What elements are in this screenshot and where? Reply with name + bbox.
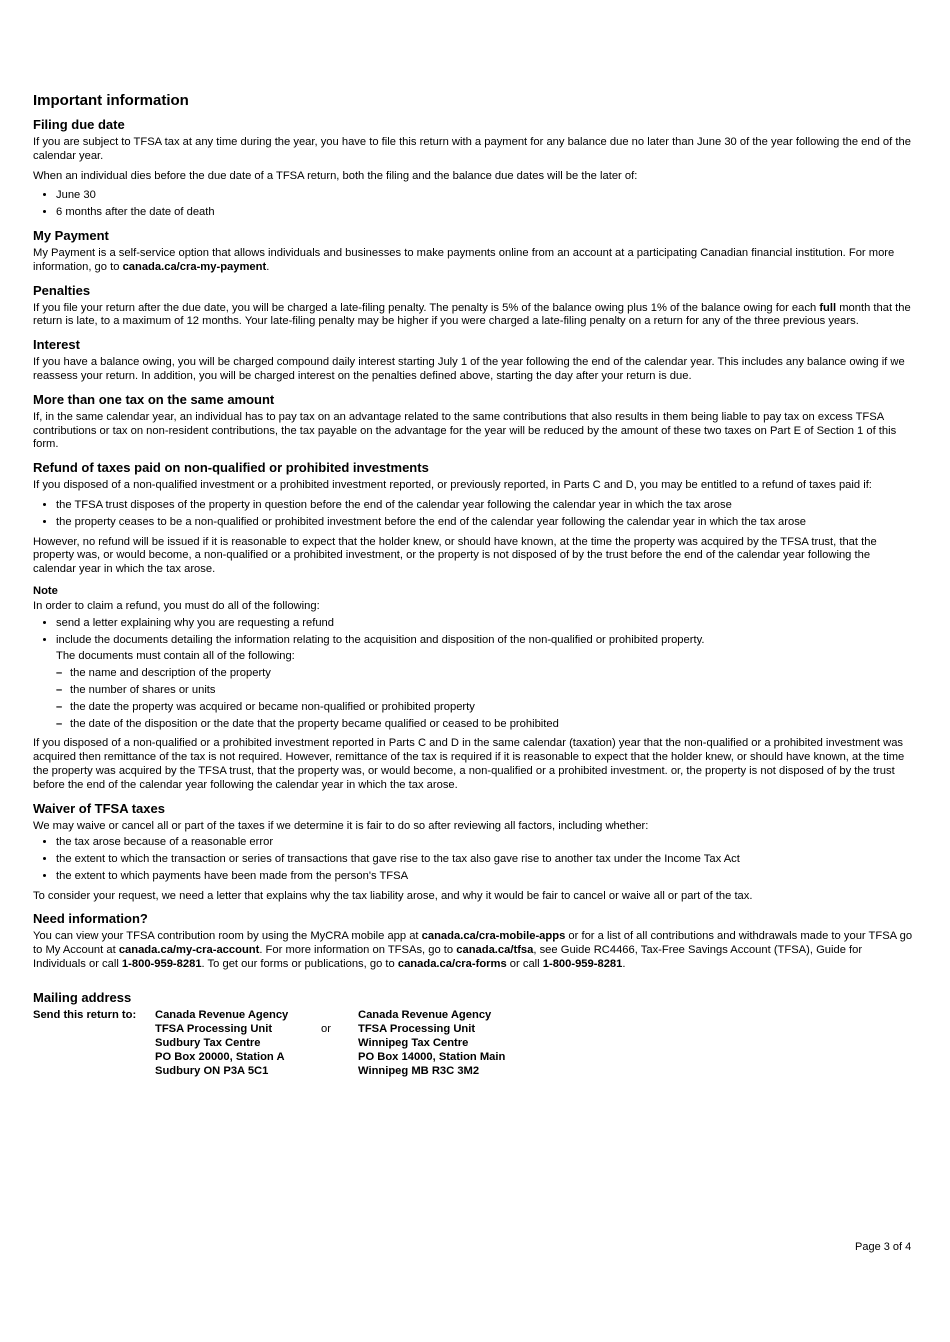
payment-paragraph	[33, 247, 913, 275]
list-item: • the TFSA trust disposes of the property in question before the end of the calendar year following the calendar year in which the tax arose	[56, 499, 913, 513]
address-line: Sudbury Tax Centre	[155, 1036, 261, 1049]
note-intro: In order to claim a refund, you must do all of the following:	[33, 599, 320, 612]
list-item: • 6 months after the date of death	[56, 206, 913, 220]
more-than-one-section	[33, 392, 913, 452]
payment-link[interactable]: canada.ca/cra-my-payment	[122, 260, 267, 273]
list-item: • send a letter explaining why you are requesting a refund	[56, 617, 913, 631]
penalties-text-1: If you file your return after the due date, you will be charged a late-filing penalty. The penalty is 5% of the balance owing plus 1% of the balance owing for each	[33, 301, 820, 314]
mailing-title: Mailing address	[33, 989, 132, 1005]
filing-list	[33, 189, 913, 220]
punctuation: .	[266, 260, 270, 273]
refund-paragraph-2: However, no refund will be issued if it is reasonable to expect that the holder knew, or should have known, at the time the property was acquired by the TFSA trust, that the property was, or would become, a non-qualified or a prohibited investment, or the property is not disposed of by the trust before the end of the calendar year following the calendar year in which the tax arose.	[33, 535, 877, 576]
penalties-title: Penalties	[33, 282, 91, 298]
address-line: PO Box 20000, Station A	[155, 1050, 285, 1063]
refund-paragraph-1: If you disposed of a non-qualified investment or a prohibited investment reported, or previously reported, in Parts C and D, you may be entitled to a refund of taxes paid if:	[33, 479, 872, 492]
interest-section	[33, 337, 913, 384]
list-item: • June 30	[56, 189, 913, 203]
tfsa-link[interactable]: canada.ca/tfsa	[456, 944, 534, 957]
refund-list	[33, 499, 913, 530]
filing-paragraph-2: When an individual dies before the due date of a TFSA return, both the filing and the balance due dates will be the later of:	[33, 169, 638, 182]
more-than-one-title: More than one tax on the same amount	[33, 391, 275, 407]
mailing-section	[33, 990, 913, 1078]
address-line: Canada Revenue Agency	[155, 1008, 289, 1021]
filing-paragraph-1: If you are subject to TFSA tax at any time during the year, you have to file this return with a payment for any balance due no later than June 30 of the year following the end of the calendar year.	[33, 136, 911, 162]
phone-number: 1-800-959-8281	[542, 958, 623, 971]
address-line: Winnipeg MB R3C 3M2	[358, 1064, 480, 1077]
need-info-title: Need information?	[33, 911, 148, 927]
list-item: • the extent to which the transaction or series of transactions that gave rise to the tax also gave rise to another tax under the Income Tax Act	[56, 853, 913, 867]
docs-list	[33, 667, 913, 731]
docs-intro: The documents must contain all of the following:	[56, 650, 295, 663]
address-line: PO Box 14000, Station Main	[358, 1050, 506, 1063]
filing-title: Filing due date	[33, 117, 125, 132]
document-page	[33, 92, 913, 1078]
need-info-paragraph	[33, 930, 913, 971]
filing-section	[33, 117, 913, 220]
list-item: – the number of shares or units	[56, 684, 913, 698]
waiver-title: Waiver of TFSA taxes	[33, 800, 165, 816]
winnipeg-address	[358, 1008, 524, 1078]
page-number: Page 3 of 4	[855, 1241, 912, 1253]
page-title: Important information	[33, 92, 189, 109]
payment-text: My Payment is a self-service option that allows individuals and businesses to make payments online from an account at a participating Canadian financial institution. For more information, go to	[33, 246, 895, 273]
info-text: You can view your TFSA contribution room by using the MyCRA mobile app at	[33, 930, 422, 943]
mailing-address-block	[33, 1008, 913, 1078]
payment-section	[33, 228, 913, 275]
phone-number: 1-800-959-8281	[121, 958, 202, 971]
penalties-bold: full	[819, 301, 837, 314]
address-line: TFSA Processing Unit	[358, 1022, 476, 1035]
penalties-text-2: month that the return is late, to a maximum of 12 months. Your late-filing penalty may be higher if you were charged a late-filing penalty on a return for any of the three previous years.	[33, 301, 911, 328]
or-separator: or	[321, 1022, 331, 1035]
info-text: or call	[506, 958, 543, 971]
refund-section	[33, 460, 913, 792]
my-account-link[interactable]: canada.ca/my-cra-account	[118, 944, 260, 957]
info-text: , see Guide RC4466, Tax-Free Savings Account (TFSA), Guide for Individuals or call	[33, 944, 863, 971]
list-item: • the property ceases to be a non-qualified or prohibited investment before the end of the calendar year following the calendar year in which the tax arose	[56, 516, 913, 530]
address-line: Winnipeg Tax Centre	[358, 1036, 469, 1049]
refund-title: Refund of taxes paid on non-qualified or prohibited investments	[33, 460, 429, 476]
waiver-list	[33, 836, 913, 883]
list-item: – the date the property was acquired or became non-qualified or prohibited property	[56, 701, 913, 715]
list-item: • include the documents detailing the information relating to the acquisition and disposition of the non-qualified or prohibited property.	[56, 634, 913, 648]
payment-title: My Payment	[33, 227, 109, 243]
punctuation: .	[622, 958, 626, 971]
list-item: – the date of the disposition or the date that the property became qualified or ceased to be prohibited	[56, 718, 913, 732]
sudbury-address	[155, 1008, 321, 1078]
info-text: or for a list of all contributions and withdrawals made to your TFSA go to My Account at	[33, 930, 913, 957]
list-item: • the tax arose because of a reasonable error	[56, 836, 913, 850]
info-text: . To get our forms or publications, go to	[201, 958, 398, 971]
interest-title: Interest	[33, 337, 80, 353]
waiver-intro: We may waive or cancel all or part of the taxes if we determine it is fair to do so after reviewing all factors, including whether:	[33, 819, 649, 832]
address-line: TFSA Processing Unit	[155, 1022, 273, 1035]
forms-link[interactable]: canada.ca/cra-forms	[397, 958, 507, 971]
list-item: – the name and description of the property	[56, 667, 913, 681]
refund-paragraph-3: If you disposed of a non-qualified or a prohibited investment reported in Parts C and D in the same calendar (taxation) year that the non-qualified or a prohibited investment was acquired then remittance of the tax is not required. However, remittance of the tax is required if it is reasonable to expect that the holder knew, or should have known, at the time the property was acquired by the TFSA trust, that the property was, or would become, a non-qualified or a prohibited investment. or, the property is not disposed of by the trust before the end of the calendar year following the calendar year in which the tax arose.	[33, 737, 905, 791]
list-item: • the extent to which payments have been made from the person's TFSA	[56, 870, 913, 884]
address-line: Sudbury ON P3A 5C1	[155, 1064, 269, 1077]
note-title: Note	[33, 584, 58, 597]
address-line: Canada Revenue Agency	[358, 1008, 492, 1021]
info-text: . For more information on TFSAs, go to	[259, 944, 457, 957]
waiver-end: To consider your request, we need a letter that explains why the tax liability arose, and why it would be fair to cancel or waive all or part of the tax.	[33, 889, 753, 902]
send-to-label: Send this return to:	[33, 1008, 137, 1021]
interest-paragraph: If you have a balance owing, you will be charged compound daily interest starting July 1 of the year following the end of the calendar year. This includes any balance owing if we reassess your return. In addition, you will be charged interest on the penalties defined above, starting the day after your return is due.	[33, 356, 905, 382]
penalties-section	[33, 283, 913, 330]
note-list	[33, 617, 913, 648]
more-than-one-paragraph: If, in the same calendar year, an individual has to pay tax on an advantage related to the same contributions that also results in them being liable to pay tax on excess TFSA contributions or tax on non-resident contributions, the tax payable on the advantage for the year will be reduced by the amount of these two taxes on Part E of Section 1 of this form.	[33, 410, 897, 451]
need-info-section	[33, 911, 913, 971]
waiver-section	[33, 801, 913, 904]
penalties-paragraph	[33, 302, 913, 330]
mobile-apps-link[interactable]: canada.ca/cra-mobile-apps	[421, 930, 566, 943]
